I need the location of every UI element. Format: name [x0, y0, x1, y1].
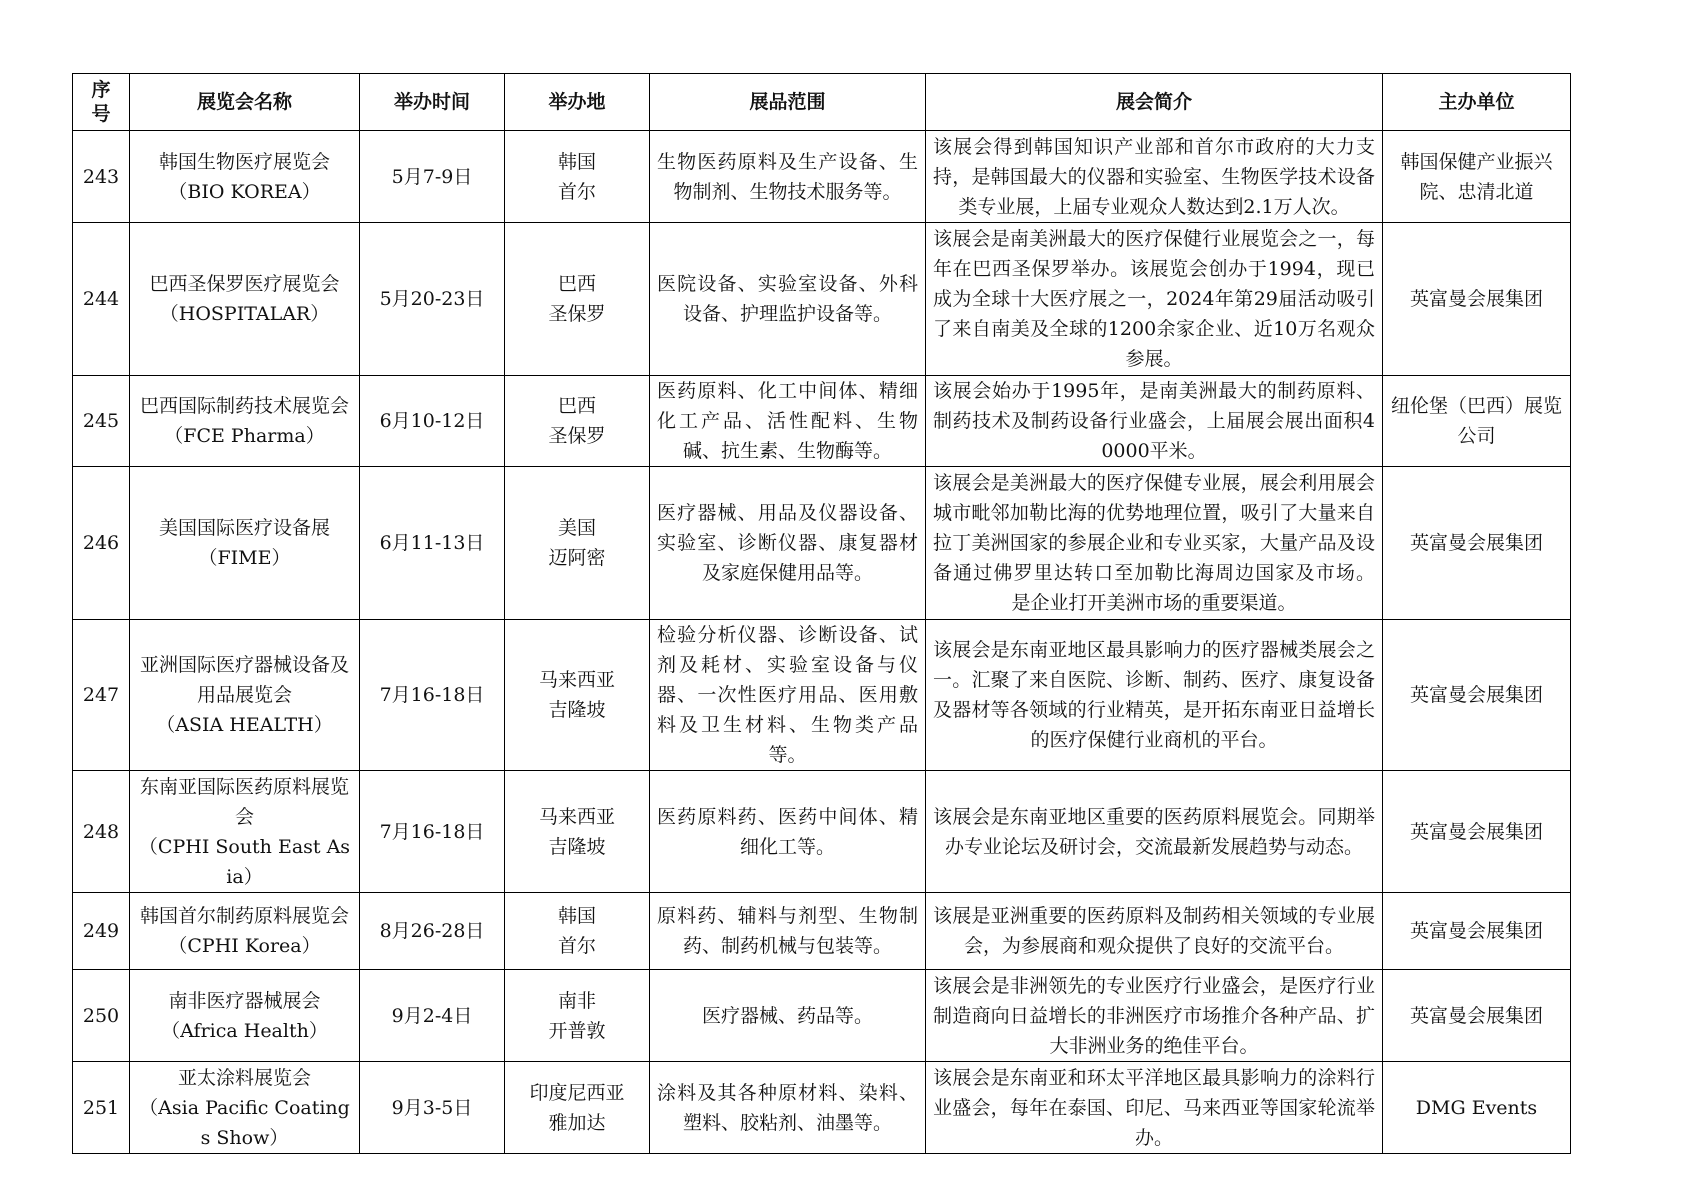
row-seq: 247	[73, 620, 130, 771]
row-seq: 249	[73, 893, 130, 970]
row-name-cn: 南非医疗器械展会	[168, 989, 321, 1012]
row-scope: 涂料及其各种原材料、染料、塑料、胶粘剂、油墨等。	[650, 1062, 926, 1154]
row-name-en: （HOSPITALAR）	[159, 303, 330, 325]
row-date: 9月2-4日	[360, 970, 505, 1062]
row-city: 吉隆坡	[548, 699, 606, 721]
row-name-en: （CPHI South East Asia）	[138, 835, 351, 888]
row-name	[130, 376, 360, 467]
row-seq: 248	[73, 771, 130, 893]
row-name-en: （Africa Health）	[161, 1019, 328, 1042]
row-organizer: 韩国保健产业振兴院、忠清北道	[1383, 131, 1571, 223]
table-row	[73, 1062, 1571, 1154]
row-intro: 该展会是非洲领先的专业医疗行业盛会，是医疗行业制造商向日益增长的非洲医疗市场推介各种产品、扩大非洲业务的绝佳平台。	[926, 970, 1383, 1062]
row-name-en: （FCE Pharma）	[164, 425, 325, 447]
row-place	[505, 223, 650, 376]
row-organizer: DMG Events	[1383, 1062, 1571, 1154]
row-organizer: 英富曼会展集团	[1383, 620, 1571, 771]
row-city: 圣保罗	[548, 425, 606, 447]
row-name-cn: 美国国际医疗设备展	[158, 517, 330, 539]
row-country: 美国	[557, 517, 596, 539]
row-name-cn: 巴西国际制药技术展览会	[139, 395, 349, 417]
row-organizer: 英富曼会展集团	[1383, 893, 1571, 970]
row-country: 印度尼西亚	[529, 1081, 625, 1104]
row-name-cn: 韩国首尔制药原料展览会	[139, 905, 349, 927]
row-name-en: （Asia Pacific Coatings Show）	[139, 1096, 350, 1149]
row-name-cn: 韩国生物医疗展览会	[158, 150, 330, 173]
row-city: 雅加达	[548, 1111, 606, 1134]
table-row	[73, 467, 1571, 620]
row-city: 开普敦	[548, 1019, 606, 1042]
row-seq: 243	[73, 131, 130, 223]
row-name	[130, 1062, 360, 1154]
row-scope: 医药原料、化工中间体、精细化工产品、活性配料、生物碱、抗生素、生物酶等。	[650, 376, 926, 467]
row-date: 6月11-13日	[360, 467, 505, 620]
table-row	[73, 131, 1571, 223]
table-row	[73, 376, 1571, 467]
row-intro: 该展会是东南亚地区最具影响力的医疗器械类展会之一。汇聚了来自医院、诊断、制药、医疗、康复设备及器材等各领域的行业精英，是开拓东南亚日益增长的医疗保健行业商机的平台。	[926, 620, 1383, 771]
row-country: 巴西	[557, 395, 596, 417]
row-name	[130, 893, 360, 970]
row-date: 5月7-9日	[360, 131, 505, 223]
row-seq: 250	[73, 970, 130, 1062]
row-place	[505, 620, 650, 771]
row-date: 7月16-18日	[360, 771, 505, 893]
row-city: 首尔	[557, 180, 596, 203]
header-name: 展览会名称	[130, 74, 360, 131]
row-intro: 该展会是东南亚和环太平洋地区最具影响力的涂料行业盛会，每年在泰国、印尼、马来西亚等国家轮流举办。	[926, 1062, 1383, 1154]
row-date: 5月20-23日	[360, 223, 505, 376]
row-seq: 246	[73, 467, 130, 620]
row-name-cn: 亚洲国际医疗器械设备及用品展览会	[139, 654, 349, 706]
row-scope: 医药原料药、医药中间体、精细化工等。	[650, 771, 926, 893]
row-city: 首尔	[557, 935, 596, 957]
row-place	[505, 131, 650, 223]
header-intro: 展会简介	[926, 74, 1383, 131]
row-scope: 生物医药原料及生产设备、生物制剂、生物技术服务等。	[650, 131, 926, 223]
row-name-en: （FIME）	[198, 547, 291, 569]
row-city: 迈阿密	[548, 547, 606, 569]
row-name-cn: 巴西圣保罗医疗展览会	[149, 273, 340, 295]
row-place	[505, 771, 650, 893]
row-organizer: 英富曼会展集团	[1383, 467, 1571, 620]
row-name	[130, 771, 360, 893]
row-city: 圣保罗	[548, 303, 606, 325]
table-row	[73, 893, 1571, 970]
row-name-en: （CPHI Korea）	[168, 935, 321, 957]
header-scope: 展品范围	[650, 74, 926, 131]
header-organizer: 主办单位	[1383, 74, 1571, 131]
row-scope: 医疗器械、药品等。	[650, 970, 926, 1062]
row-place	[505, 467, 650, 620]
row-name-cn: 亚太涂料展览会	[177, 1066, 311, 1089]
row-scope: 医疗器械、用品及仪器设备、实验室、诊断仪器、康复器材及家庭保健用品等。	[650, 467, 926, 620]
row-name	[130, 131, 360, 223]
row-seq: 244	[73, 223, 130, 376]
row-intro: 该展会得到韩国知识产业部和首尔市政府的大力支持，是韩国最大的仪器和实验室、生物医学技术设备类专业展，上届专业观众人数达到2.1万人次。	[926, 131, 1383, 223]
row-organizer: 纽伦堡（巴西）展览公司	[1383, 376, 1571, 467]
row-name	[130, 970, 360, 1062]
row-date: 9月3-5日	[360, 1062, 505, 1154]
table-row	[73, 970, 1571, 1062]
row-country: 马来西亚	[538, 669, 615, 691]
exhibition-table	[72, 73, 1571, 1154]
row-intro: 该展会是南美洲最大的医疗保健行业展览会之一，每年在巴西圣保罗举办。该展览会创办于1994，现已成为全球十大医疗展之一，2024年第29届活动吸引了来自南美及全球的1200余家企业、近10万名观众参展。	[926, 223, 1383, 376]
row-scope: 医院设备、实验室设备、外科设备、护理监护设备等。	[650, 223, 926, 376]
row-intro: 该展会是东南亚地区重要的医药原料展览会。同期举办专业论坛及研讨会，交流最新发展趋势与动态。	[926, 771, 1383, 893]
table-row	[73, 771, 1571, 893]
row-name	[130, 467, 360, 620]
row-place	[505, 376, 650, 467]
row-intro: 该展会始办于1995年，是南美洲最大的制药原料、制药技术及制药设备行业盛会，上届展会展出面积40000平米。	[926, 376, 1383, 467]
row-place	[505, 893, 650, 970]
row-seq: 251	[73, 1062, 130, 1154]
row-date: 7月16-18日	[360, 620, 505, 771]
row-name	[130, 620, 360, 771]
row-name	[130, 223, 360, 376]
row-place	[505, 1062, 650, 1154]
row-intro: 该展会是美洲最大的医疗保健专业展，展会利用展会城市毗邻加勒比海的优势地理位置，吸引了大量来自拉丁美洲国家的参展企业和专业买家，大量产品及设备通过佛罗里达转口至加勒比海周边国家及市场。 是企业打开美洲市场的重要渠道。	[926, 467, 1383, 620]
row-seq: 245	[73, 376, 130, 467]
table-row	[73, 620, 1571, 771]
row-organizer: 英富曼会展集团	[1383, 223, 1571, 376]
table-row	[73, 223, 1571, 376]
row-organizer: 英富曼会展集团	[1383, 970, 1571, 1062]
table-header-row	[73, 74, 1571, 131]
row-country: 马来西亚	[538, 805, 615, 828]
row-city: 吉隆坡	[548, 835, 606, 858]
header-date: 举办时间	[360, 74, 505, 131]
row-name-cn: 东南亚国际医药原料展览会	[139, 775, 349, 828]
row-scope: 原料药、辅料与剂型、生物制药、制药机械与包装等。	[650, 893, 926, 970]
row-country: 韩国	[557, 150, 596, 173]
row-place	[505, 970, 650, 1062]
row-country: 巴西	[557, 273, 596, 295]
row-name-en: （ASIA HEALTH）	[156, 714, 333, 736]
header-seq: 序号	[73, 74, 130, 131]
row-name-en: （BIO KOREA）	[168, 180, 321, 203]
row-country: 南非	[557, 989, 596, 1012]
row-country: 韩国	[557, 905, 596, 927]
row-date: 6月10-12日	[360, 376, 505, 467]
row-date: 8月26-28日	[360, 893, 505, 970]
row-scope: 检验分析仪器、诊断设备、试剂及耗材、实验室设备与仪器、一次性医疗用品、医用敷料及卫生材料、生物类产品等。	[650, 620, 926, 771]
row-intro: 该展是亚洲重要的医药原料及制药相关领域的专业展会，为参展商和观众提供了良好的交流平台。	[926, 893, 1383, 970]
header-place: 举办地	[505, 74, 650, 131]
row-organizer: 英富曼会展集团	[1383, 771, 1571, 893]
